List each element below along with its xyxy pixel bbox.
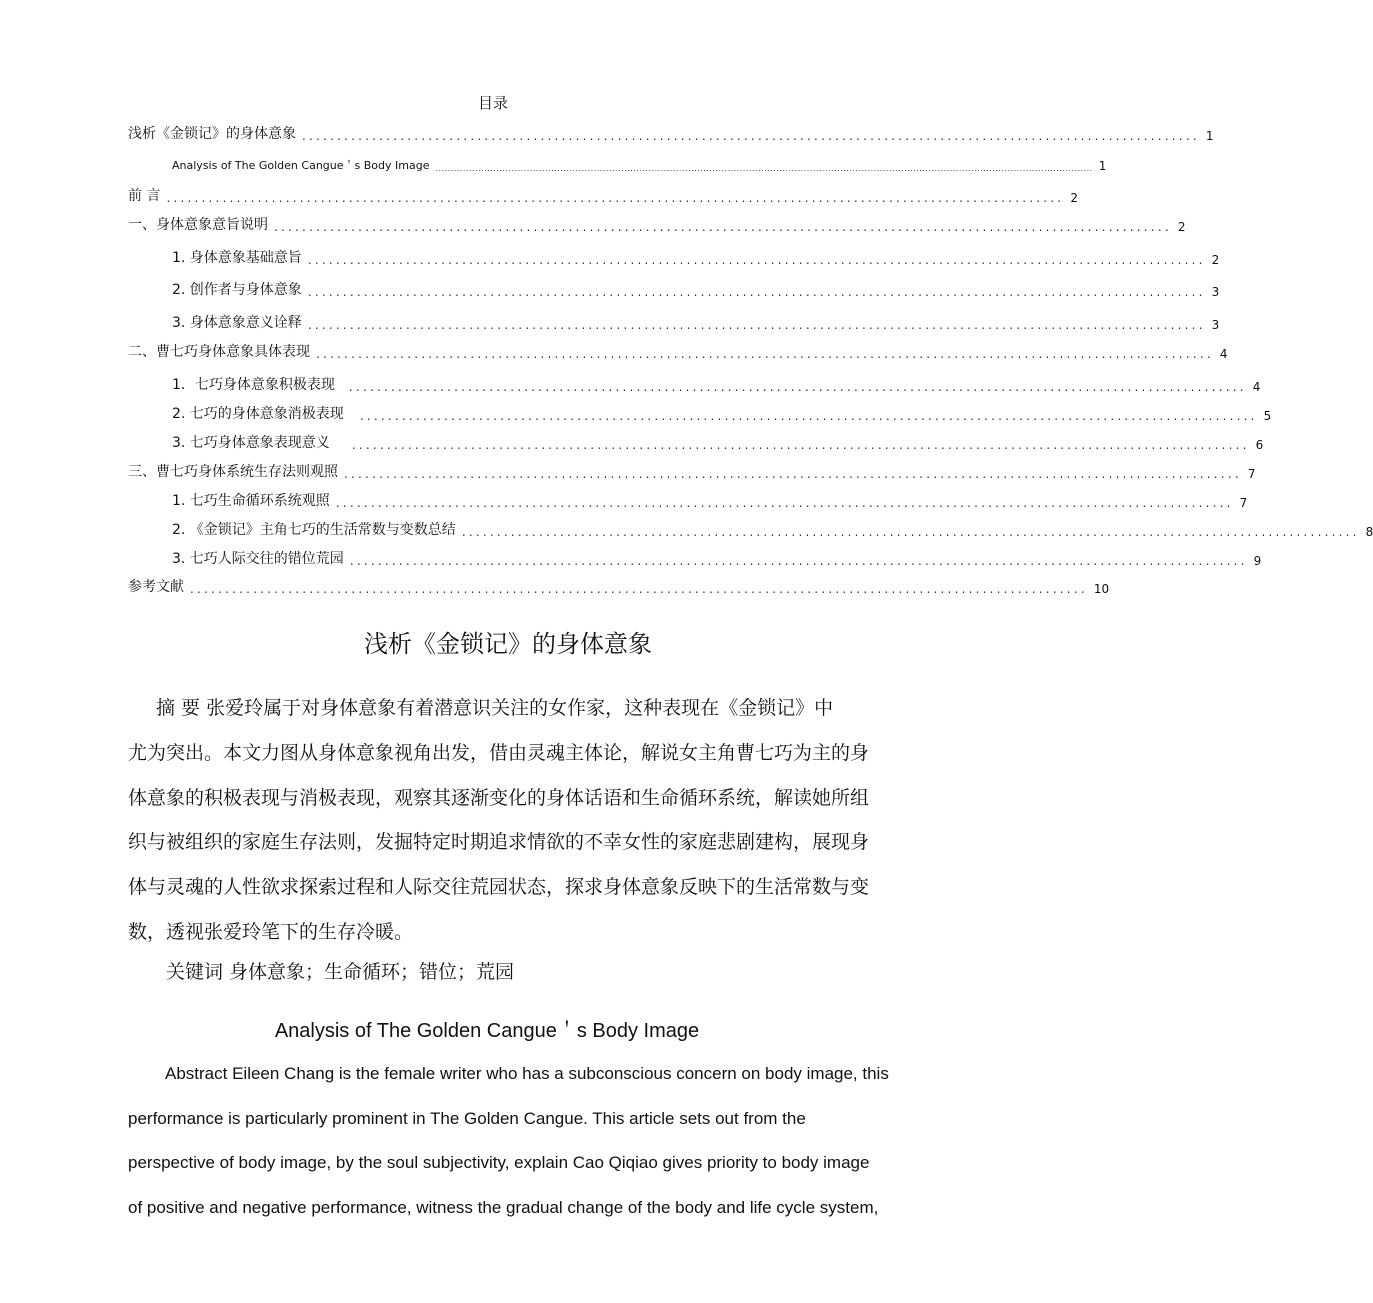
toc-entry-label: 2. 七巧的身体意象消极表现 [172,406,344,422]
toc-entry[interactable] [172,247,1220,267]
toc-entry-page: 7 [1247,467,1256,481]
toc-entry[interactable] [172,519,1373,539]
chinese-abstract [128,686,888,955]
toc-title: 目录 [477,94,508,112]
toc-leader: ................................................................................................................................ [307,253,1206,267]
abstract-line: 织与被组织的家庭生存法则，发掘特定时期追求情欲的不幸女性的家庭悲剧建构，展现身 [128,831,870,854]
toc-entry[interactable] [128,214,1186,234]
abstract-line: 体与灵魂的人性欲求探索过程和人际交往荒园状态，探求身体意象反映下的生活常数与变 [128,876,870,899]
toc-entry[interactable] [172,403,1272,423]
toc-leader: ................................................................................................................................ [348,380,1247,394]
toc-leader: ................................................................................................................................ [274,220,1172,234]
toc-entry-label: 2. 《金锁记》主角七巧的生活常数与变数总结 [172,522,456,538]
toc-leader: ................................................................................................................................ [349,554,1248,568]
toc-entry-page: 10 [1093,582,1110,596]
toc-entry-page: 3 [1211,285,1220,299]
abstract-line: 体意象的积极表现与消极表现，观察其逐渐变化的身体话语和生命循环系统，解读她所组 [128,786,870,809]
toc-entry-page: 9 [1253,554,1262,568]
toc-leader: ................................................................................................................................ [344,467,1242,481]
english-abstract [128,1052,908,1230]
toc-entry-label: 3. 七巧人际交往的错位荒园 [172,551,344,567]
toc-entry-label: 三、曹七巧身体系统生存法则观照 [128,464,338,480]
toc-entry-page: 7 [1239,496,1248,510]
toc-entry-label: 1．七巧身体意象积极表现 [172,377,335,393]
abstract-line: Abstract Eileen Chang is the female writer who has a subconscious concern on body image, this [165,1064,889,1083]
toc-entry[interactable] [128,185,1078,205]
toc-entry[interactable] [128,576,1110,596]
toc-entry[interactable] [128,461,1256,481]
toc-entry-page: 4 [1252,380,1261,394]
toc-entry-label: 前 言 [128,188,161,204]
abstract-line: 摘 要 张爱玲属于对身体意象有着潜意识关注的女作家，这种表现在《金锁记》中 [156,697,834,719]
toc-entry-page: 3 [1211,318,1220,332]
toc-entry-page: 4 [1219,347,1228,361]
keywords: 关键词 身体意象；生命循环；错位；荒园 [166,961,515,983]
toc-leader: ................................................................................................................................ [307,285,1206,299]
abstract-line: performance is particularly prominent in The Golden Cangue. This article sets out from the [128,1108,806,1128]
toc-entry[interactable] [172,312,1220,332]
toc-entry-label: 参考文献 [128,579,184,595]
toc-entry[interactable] [172,374,1261,394]
toc-entry[interactable] [128,123,1214,143]
toc-leader: ................................................................................................................................ [359,409,1258,423]
toc-entry-label: 3. 七巧身体意象表现意义 [172,435,330,451]
toc-entry[interactable] [172,548,1262,568]
toc-entry[interactable] [128,341,1228,361]
toc-entry[interactable] [172,157,1107,173]
toc-leader: ................................................................................................................................ [461,525,1360,539]
toc-leader: ................................................................................................................................ [316,347,1214,361]
abstract-line: of positive and negative performance, witness the gradual change of the body and life cycle system, [128,1197,879,1217]
abstract-line: perspective of body image, by the soul subjectivity, explain Cao Qiqiao gives priority to body image [128,1153,870,1172]
toc-entry-page: 2 [1070,191,1078,205]
toc-entry-page: 1 [1205,129,1214,143]
toc-entry[interactable] [172,432,1264,452]
toc-entry-label: 一、身体意象意旨说明 [128,217,268,233]
toc-leader: ................................................................................................................................ [190,582,1088,596]
abstract-line: 数，透视张爱玲笔下的生存冷暖。 [128,920,414,943]
toc-entry-label: 浅析《金锁记》的身体意象 [128,126,296,142]
toc-leader: ................................................................................................................................ [302,129,1200,143]
toc-entry-label: 2. 创作者与身体意象 [172,282,302,298]
toc-leader: ................................................................................................................................ [335,496,1234,510]
toc-entry-page: 6 [1255,438,1264,452]
toc-entry-label: 1. 七巧生命循环系统观照 [172,493,330,509]
toc-entry-page: 2 [1177,220,1186,234]
toc-leader: ................................................................................................................................ [307,318,1206,332]
toc-entry-page: 8 [1365,525,1373,539]
toc-leader: ........................................................................................................................................................................................................................ [435,164,1093,173]
toc-entry-label: 1. 身体意象基础意旨 [172,250,302,266]
toc-entry-label: 3. 身体意象意义诠释 [172,315,302,331]
toc-entry-page: 5 [1263,409,1272,423]
abstract-line: 尤为突出。本文力图从身体意象视角出发，借由灵魂主体论，解说女主角曹七巧为主的身 [128,741,870,764]
toc-entry-label: 二、曹七巧身体意象具体表现 [128,344,310,360]
english-title: Analysis of The Golden Cangue＇s Body Image [274,1020,700,1042]
toc-entry-page: 1 [1098,159,1107,173]
toc-leader: ................................................................................................................................ [351,438,1250,452]
toc-entry[interactable] [172,279,1220,299]
toc-entry-page: 2 [1211,253,1220,267]
article-title: 浅析《金锁记》的身体意象 [364,630,652,658]
toc-leader: ................................................................................................................................ [166,191,1065,205]
toc-entry-label: Analysis of The Golden Cangue＇s Body Image [172,159,430,172]
toc-entry[interactable] [172,490,1248,510]
